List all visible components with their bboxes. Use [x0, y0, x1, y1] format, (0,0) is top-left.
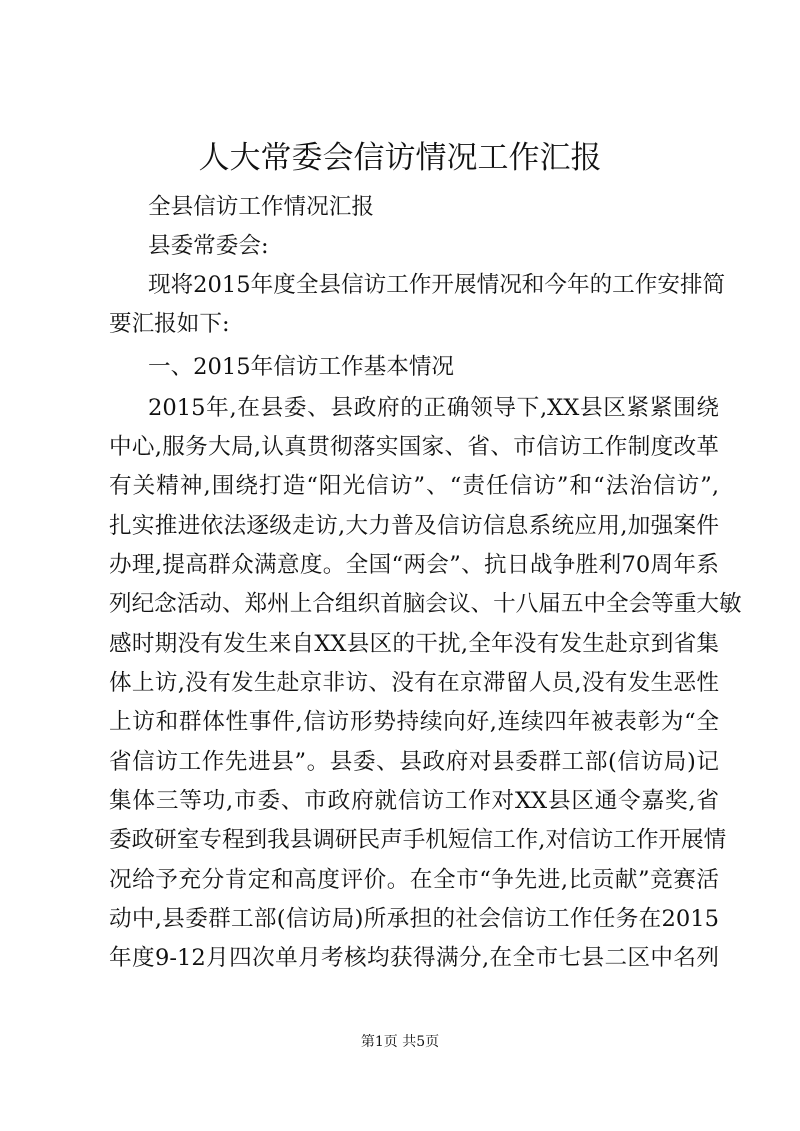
document-title: 人大常委会信访情况工作汇报: [198, 140, 602, 176]
body-line: 2015年,在县委、县政府的正确领导下,XX县区紧紧围绕: [148, 395, 719, 421]
body-line: 况给予充分肯定和高度评价。在全市“争先进,比贡献”竞赛活: [109, 867, 719, 893]
body-line: 扎实推进依法逐级走访,大力普及信访信息系统应用,加强案件: [109, 513, 719, 539]
body-line: 年度9-12月四次单月考核均获得满分,在全市七县二区中名列: [109, 945, 719, 971]
body-line: 中心,服务大局,认真贯彻落实国家、省、市信访工作制度改革: [109, 434, 719, 460]
section-heading: 一、2015年信访工作基本情况: [148, 354, 455, 380]
body-line: 省信访工作先进县”。县委、县政府对县委群工部(信访局)记: [109, 749, 719, 775]
body-line: 感时期没有发生来自XX县区的干扰,全年没有发生赴京到省集: [109, 631, 719, 657]
body-line: 体上访,没有发生赴京非访、没有在京滞留人员,没有发生恶性: [109, 670, 719, 696]
body-line: 上访和群体性事件,信访形势持续向好,连续四年被表彰为“全: [109, 709, 719, 735]
salutation-line: 县委常委会:: [148, 233, 269, 259]
body-line: 列纪念活动、郑州上合组织首脑会议、十八届五中全会等重大敏: [109, 591, 742, 617]
body-line: 集体三等功,市委、市政府就信访工作对XX县区通令嘉奖,省: [109, 788, 719, 814]
body-line: 要汇报如下:: [109, 311, 230, 337]
body-line: 委政研室专程到我县调研民声手机短信工作,对信访工作开展情: [109, 827, 727, 853]
page-number-footer: 第1页 共5页: [360, 1034, 440, 1050]
body-line: 动中,县委群工部(信访局)所承担的社会信访工作任务在2015: [109, 906, 719, 932]
body-line: 办理,提高群众满意度。全国“两会”、抗日战争胜利70周年系: [109, 552, 719, 578]
subtitle-line: 全县信访工作情况汇报: [148, 194, 374, 220]
body-line: 有关精神,围绕打造“阳光信访”、“责任信访”和“法治信访”,: [109, 473, 719, 499]
body-line: 现将2015年度全县信访工作开展情况和今年的工作安排简: [148, 272, 726, 298]
